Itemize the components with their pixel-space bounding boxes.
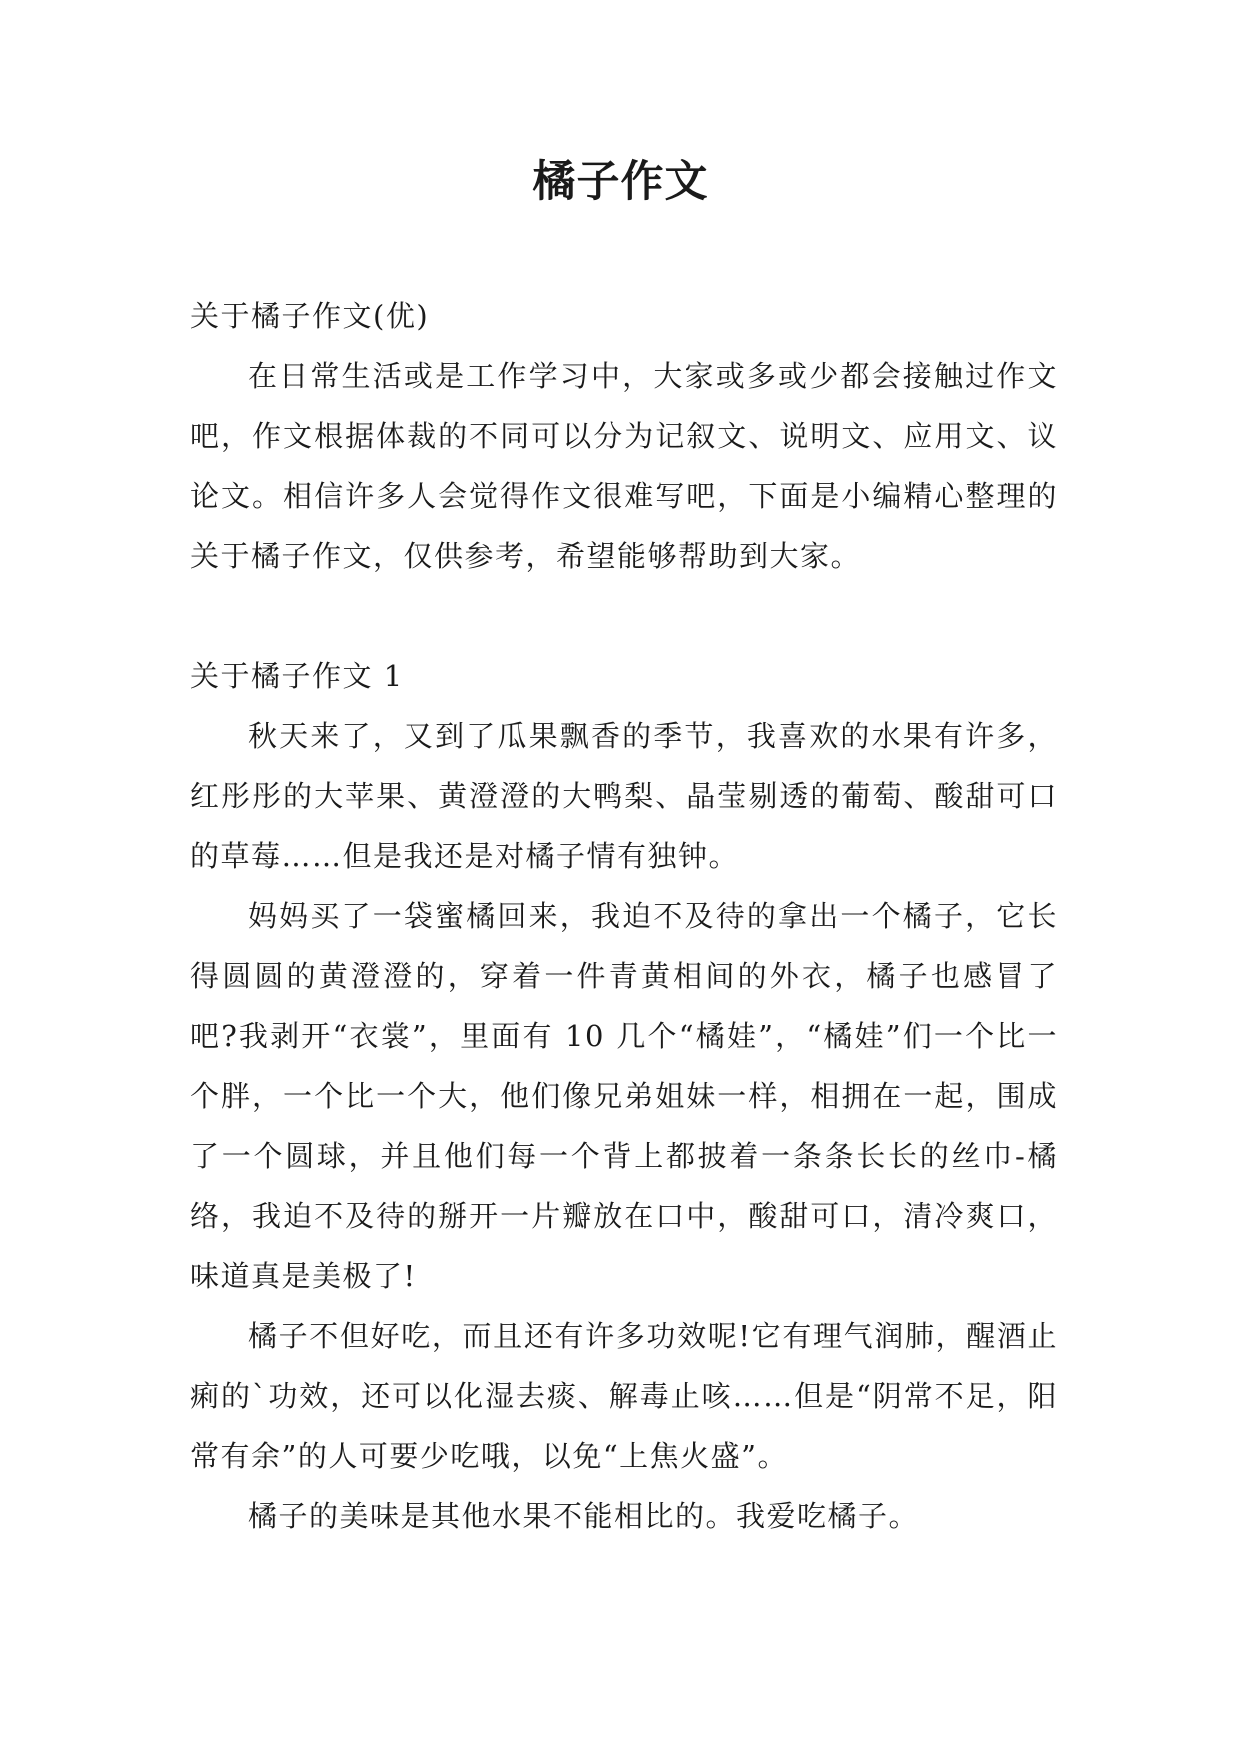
essay-1-paragraph-1: 秋天来了，又到了瓜果飘香的季节，我喜欢的水果有许多，红彤彤的大苹果、黄澄澄的大鸭梨、晶莹剔透的葡萄、酸甜可口的草莓……但是我还是对橘子情有独钟。 — [190, 719, 1058, 873]
essay-1-section — [190, 646, 1058, 1546]
essay-1-paragraph-4: 橘子的美味是其他水果不能相比的。我爱吃橘子。 — [248, 1499, 920, 1533]
intro-paragraph: 在日常生活或是工作学习中，大家或多或少都会接触过作文吧，作文根据体裁的不同可以分为记叙文、说明文、应用文、议论文。相信许多人会觉得作文很难写吧，下面是小编精心整理的关于橘子作文，仅供参考，希望能够帮助到大家。 — [190, 359, 1058, 573]
section-spacer — [190, 586, 1058, 646]
document-body — [190, 286, 1058, 1546]
intro-heading: 关于橘子作文(优) — [190, 299, 430, 333]
document-title: 橘子作文 — [532, 157, 709, 207]
essay-1-paragraph-2: 妈妈买了一袋蜜橘回来，我迫不及待的拿出一个橘子，它长得圆圆的黄澄澄的，穿着一件青黄相间的外衣，橘子也感冒了吧?我剥开“衣裳”，里面有 10 几个“橘娃”，“橘娃”们一个比一个胖，一个比一个大，他们像兄弟姐妹一样，相拥在一起，围成了一个圆球，并且他们每一个背上都披着一条条长长的丝巾-橘络，我迫不及待的掰开一片瓣放在口中，酸甜可口，清冷爽口，味道真是美极了! — [190, 899, 1058, 1293]
essay-1-heading: 关于橘子作文 1 — [190, 659, 404, 693]
essay-1-paragraph-3: 橘子不但好吃，而且还有许多功效呢!它有理气润肺，醒酒止痢的`功效，还可以化湿去痰、解毒止咳……但是“阴常不足，阳常有余”的人可要少吃哦，以免“上焦火盛”。 — [190, 1319, 1058, 1473]
intro-section — [190, 286, 1058, 586]
